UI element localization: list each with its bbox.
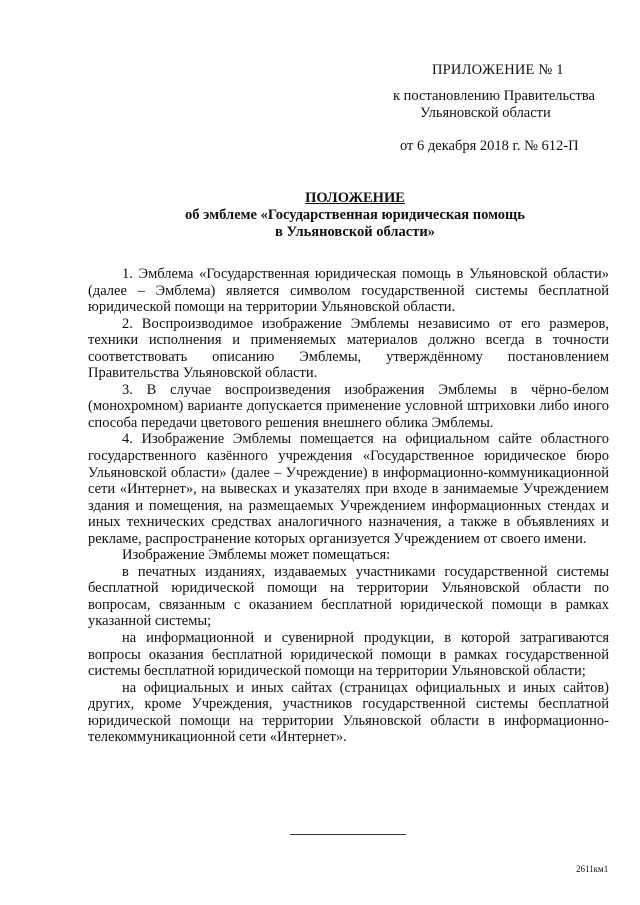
footer-code: 2611км1 <box>576 864 609 874</box>
document-subtitle-line-2: в Ульяновской области» <box>275 224 435 240</box>
paragraph-placement-print: в печатных изданиях, издаваемых участниками государственной системы бесплатной юридической помощи на территории Ульяновской области по вопросам, связанным с оказанием бесплатной юридической помощи в рамках указанной системы; <box>88 563 609 630</box>
paragraph-4: 4. Изображение Эмблемы помещается на официальном сайте областного государственного казённого учреждения «Государственное юридическое бюро Ульяновской области» (далее – Учреждение) в информационно-коммуникационной сети «Интернет», на вывесках и указателях при входе в занимаемые Учреждением здания и помещения, на размещаемых Учреждением информационных стендах и иных технических средствах аналогичного назначения, а также в объявлениях и рекламе, распространение которых организуется Учреждением от своего имени. <box>88 431 609 547</box>
annex-date: от 6 декабря 2018 г. № 612-П <box>400 138 579 154</box>
document-body <box>88 266 609 746</box>
document-title: ПОЛОЖЕНИЕ <box>305 190 405 206</box>
footer-divider <box>290 834 406 835</box>
paragraph-placement-intro: Изображение Эмблемы может помещаться: <box>122 547 391 564</box>
paragraph-3: 3. В случае воспроизведения изображения Эмблемы в чёрно-белом (монохромном) варианте допускается применение условной штриховки либо иного способа передачи цветового решения внешнего облика Эмблемы. <box>88 381 609 431</box>
document-subtitle-line-1: об эмблеме «Государственная юридическая помощь <box>185 207 525 223</box>
paragraph-2: 2. Воспроизводимое изображение Эмблемы независимо от его размеров, техники исполнения и применяемых материалов должно всегда в точности соответствовать описанию Эмблемы, утверждённому постановлением Правительства Ульяновской области. <box>88 315 609 382</box>
annex-line-1: к постановлению Правительства <box>393 88 595 104</box>
paragraph-1: 1. Эмблема «Государственная юридическая помощь в Ульяновской области» (далее – Эмблема) является символом государственной системы бесплатной юридической помощи на территории Ульяновской области. <box>88 266 609 316</box>
paragraph-placement-websites: на официальных и иных сайтах (страницах официальных и иных сайтов) других, кроме Учреждения, участников государственной системы бесплатной юридической помощи на территории Ульяновской области в информационно-телекоммуникационной сети «Интернет». <box>88 679 609 746</box>
annex-line-2: Ульяновской области <box>420 105 551 121</box>
paragraph-placement-souvenir: на информационной и сувенирной продукции, в которой затрагиваются вопросы оказания бесплатной юридической помощи в рамках государственной системы бесплатной юридической помощи на территории Ульяновской области; <box>88 630 609 680</box>
annex-title: ПРИЛОЖЕНИЕ № 1 <box>432 62 564 78</box>
